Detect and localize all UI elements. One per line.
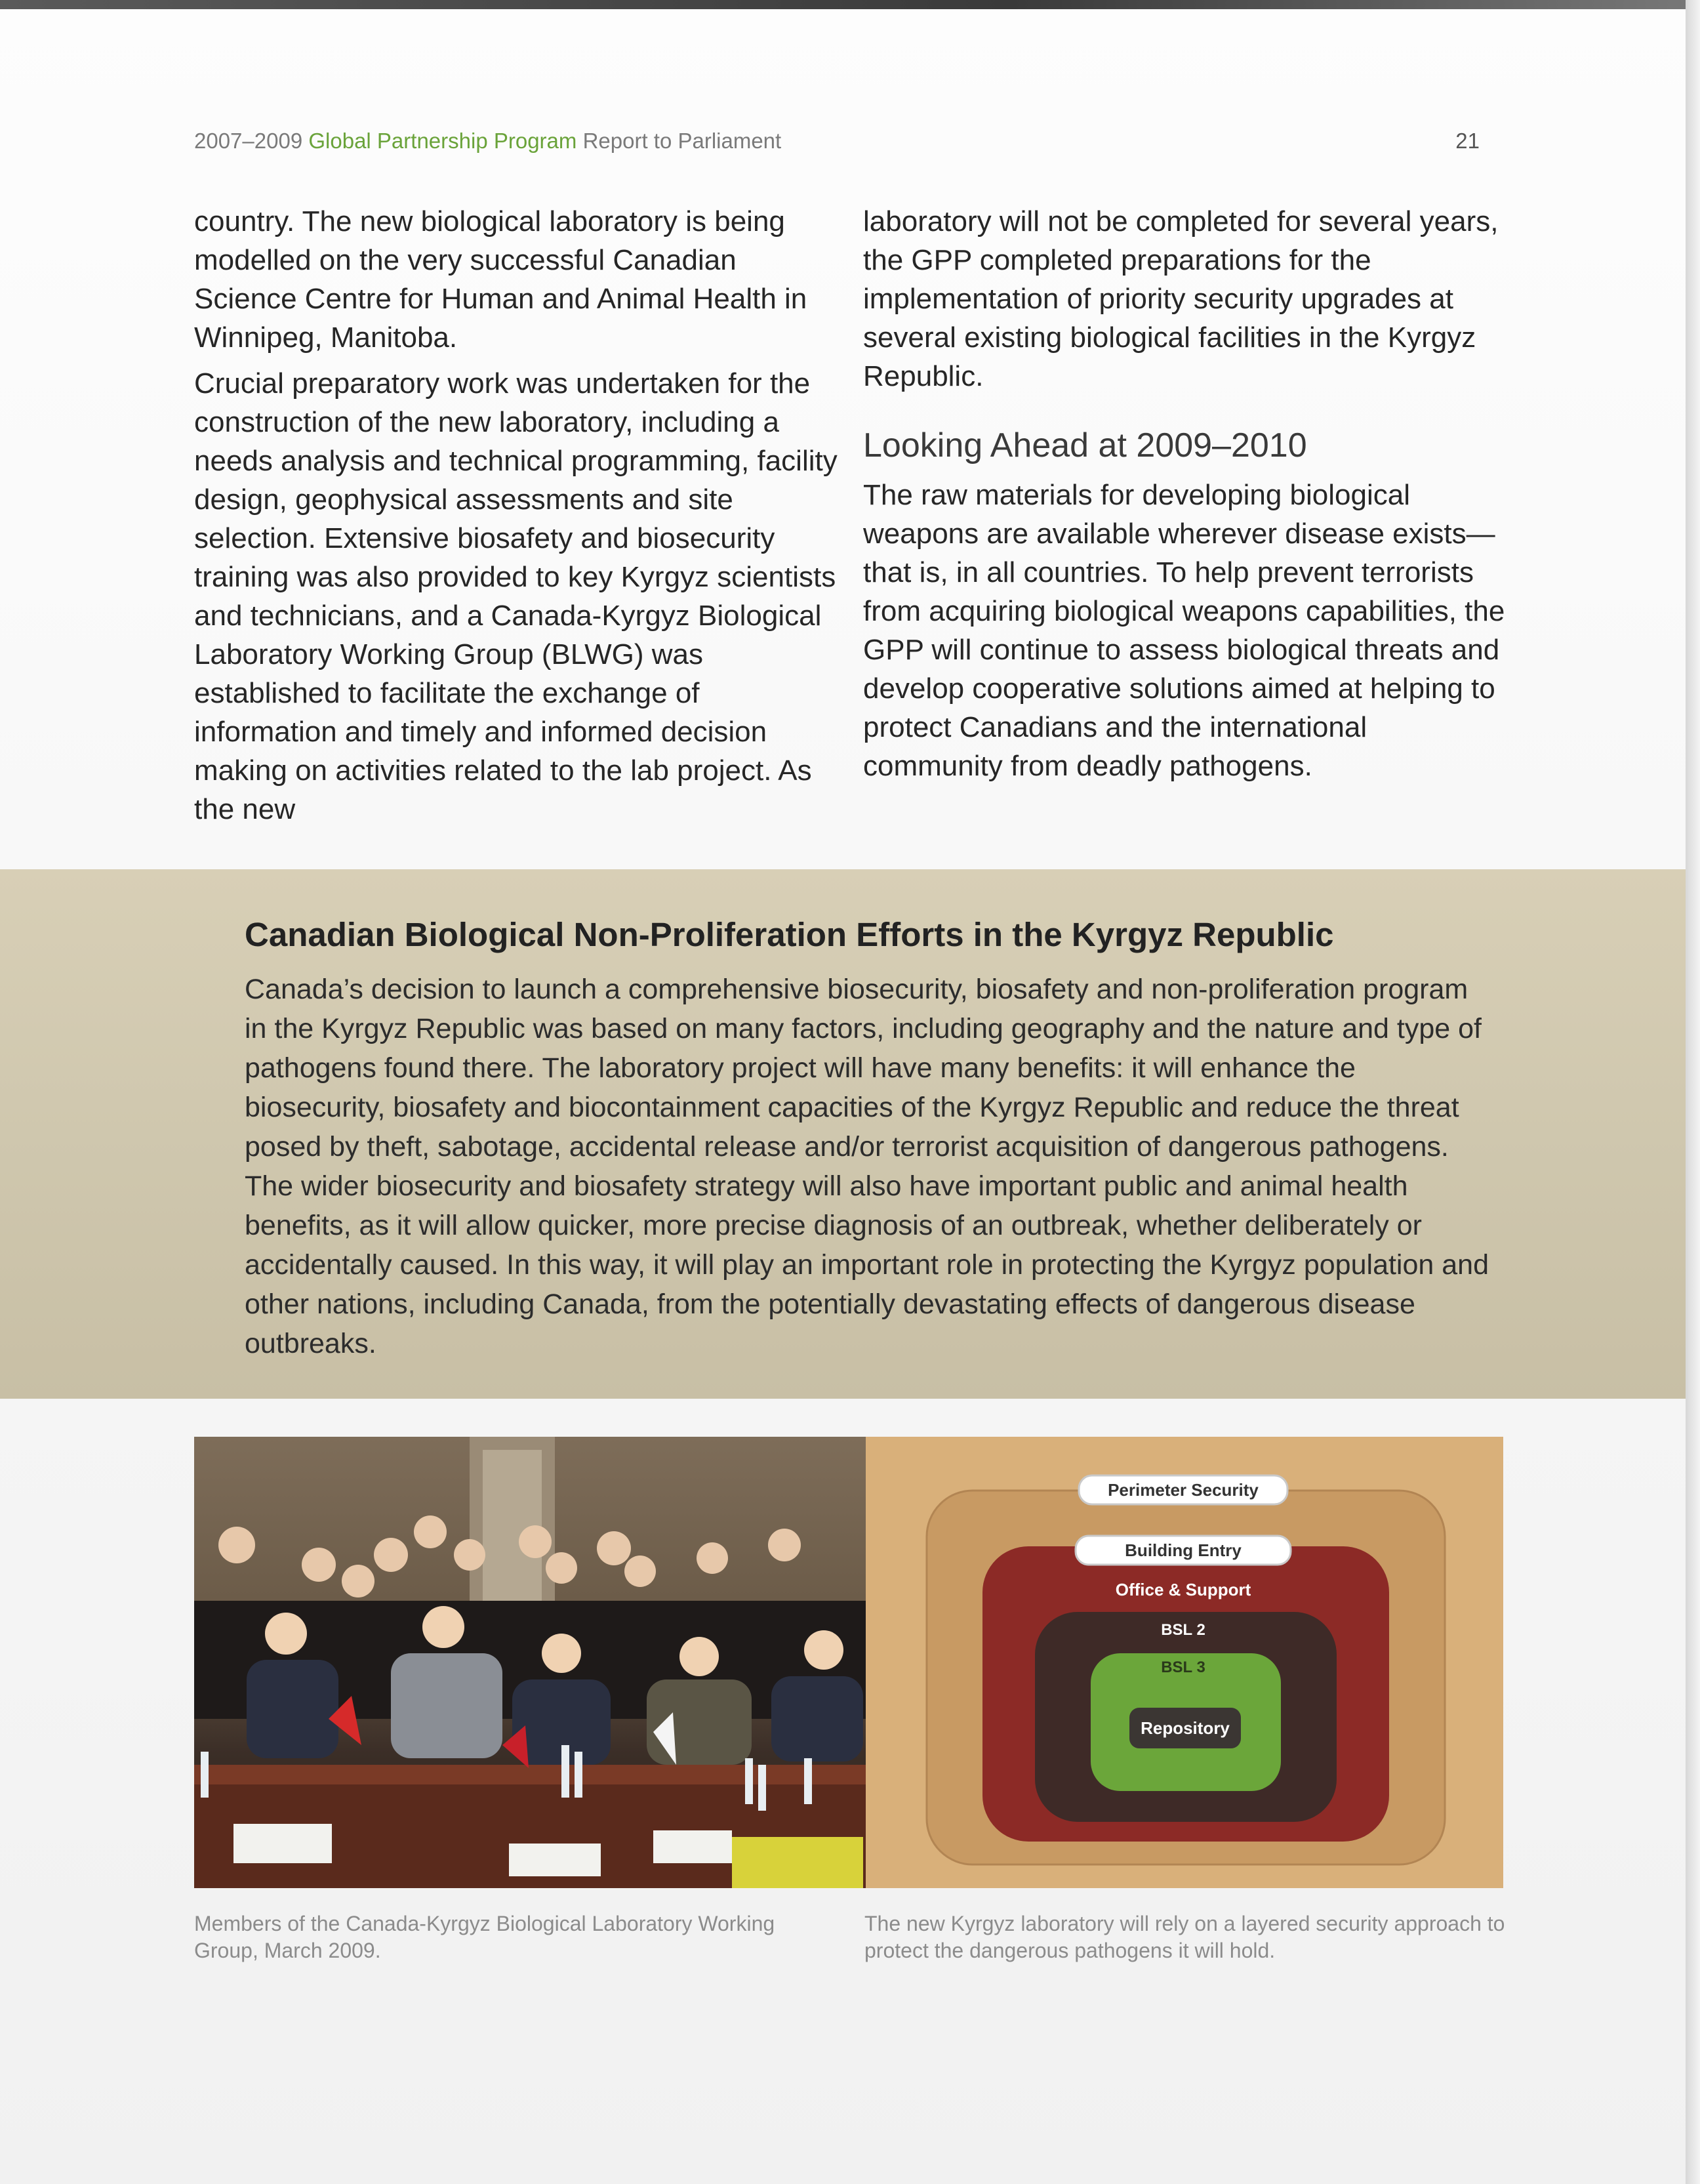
office-support-label: Office & Support [1115, 1580, 1251, 1599]
section-heading: Looking Ahead at 2009–2010 [863, 426, 1307, 464]
group-photo [194, 1437, 866, 1888]
top-strip [0, 0, 1686, 9]
bsl2-label: BSL 2 [1161, 1621, 1205, 1639]
bsl3-label: BSL 3 [1161, 1659, 1205, 1676]
page-number: 21 [1455, 129, 1480, 153]
sidebar-body: Canada’s decision to launch a comprehensive biosecurity, biosafety and non-proliferation program in the Kyrgyz Republic was based on many factors, including geography and the nature and type of pathogens found there. The laboratory project will have many benefits: it will enhance the biosecurity, biosafety and biocontainment capacities of the Kyrgyz Republic and reduce the threat posed by theft, sabotage, accidental release and/or terrorist acquisition of dangerous pathogens. The wider biosecurity and biosafety strategy will also have important public and animal health benefits, as it will allow quicker, more precise diagnosis of an outbreak, whether deliberately or accidentally caused. In this way, it will play an important role in protecting the Kyrgyz population and other nations, including Canada, from the potentially devastating effects of dangerous disease outbreaks. [245, 974, 1489, 1359]
perimeter-label: Perimeter Security [1108, 1480, 1259, 1500]
running-header [194, 129, 1480, 161]
right-paragraph: The raw materials for developing biological weapons are available wherever disease exists—that is, in all countries. To help prevent terrorists from acquiring biological weapons capabilities, the GPP will continue to assess biological threats and develop cooperative solutions aimed at helping to protect Canadians and the international community from deadly pathogens. [863, 479, 1505, 782]
left-paragraph-2: Crucial preparatory work was undertaken for the construction of the new laboratory, including a needs analysis and technical programming, facility design, geophysical assessments and site selection. Extensive biosafety and biosecurity training was also provided to key Kyrgyz scientists and technicians, and a Canada-Kyrgyz Biological Laboratory Working Group (BLWG) was established to facilitate the exchange of information and timely and informed decision making on activities related to the lab project. As the new [194, 367, 838, 825]
security-diagram [866, 1437, 1503, 1888]
photo-caption: Members of the Canada-Kyrgyz Biological Laboratory Working Group, March 2009. [194, 1912, 775, 1962]
sidebar-title: Canadian Biological Non-Proliferation Efforts in the Kyrgyz Republic [245, 916, 1334, 953]
header-program: Global Partnership Program [308, 129, 577, 153]
left-paragraph-1: country. The new biological laboratory is being modelled on the very successful Canadian Science Centre for Human and Animal Health in Winnipeg, Manitoba. [194, 205, 807, 354]
header-report: Report to Parliament [582, 129, 782, 153]
building-entry-label: Building Entry [1125, 1540, 1242, 1560]
right-intro-paragraph: laboratory will not be completed for several years, the GPP completed preparations for the implementation of priority security upgrades at several existing biological facilities in the Kyrgyz Republic. [863, 205, 1499, 392]
repository-label: Repository [1141, 1718, 1230, 1738]
page-edge [1686, 0, 1700, 2184]
left-column [194, 202, 843, 836]
header-years: 2007–2009 [194, 129, 303, 153]
diagram-caption: The new Kyrgyz laboratory will rely on a layered security approach to protect the dangerous pathogens it will hold. [864, 1912, 1505, 1962]
right-column [863, 202, 1506, 793]
